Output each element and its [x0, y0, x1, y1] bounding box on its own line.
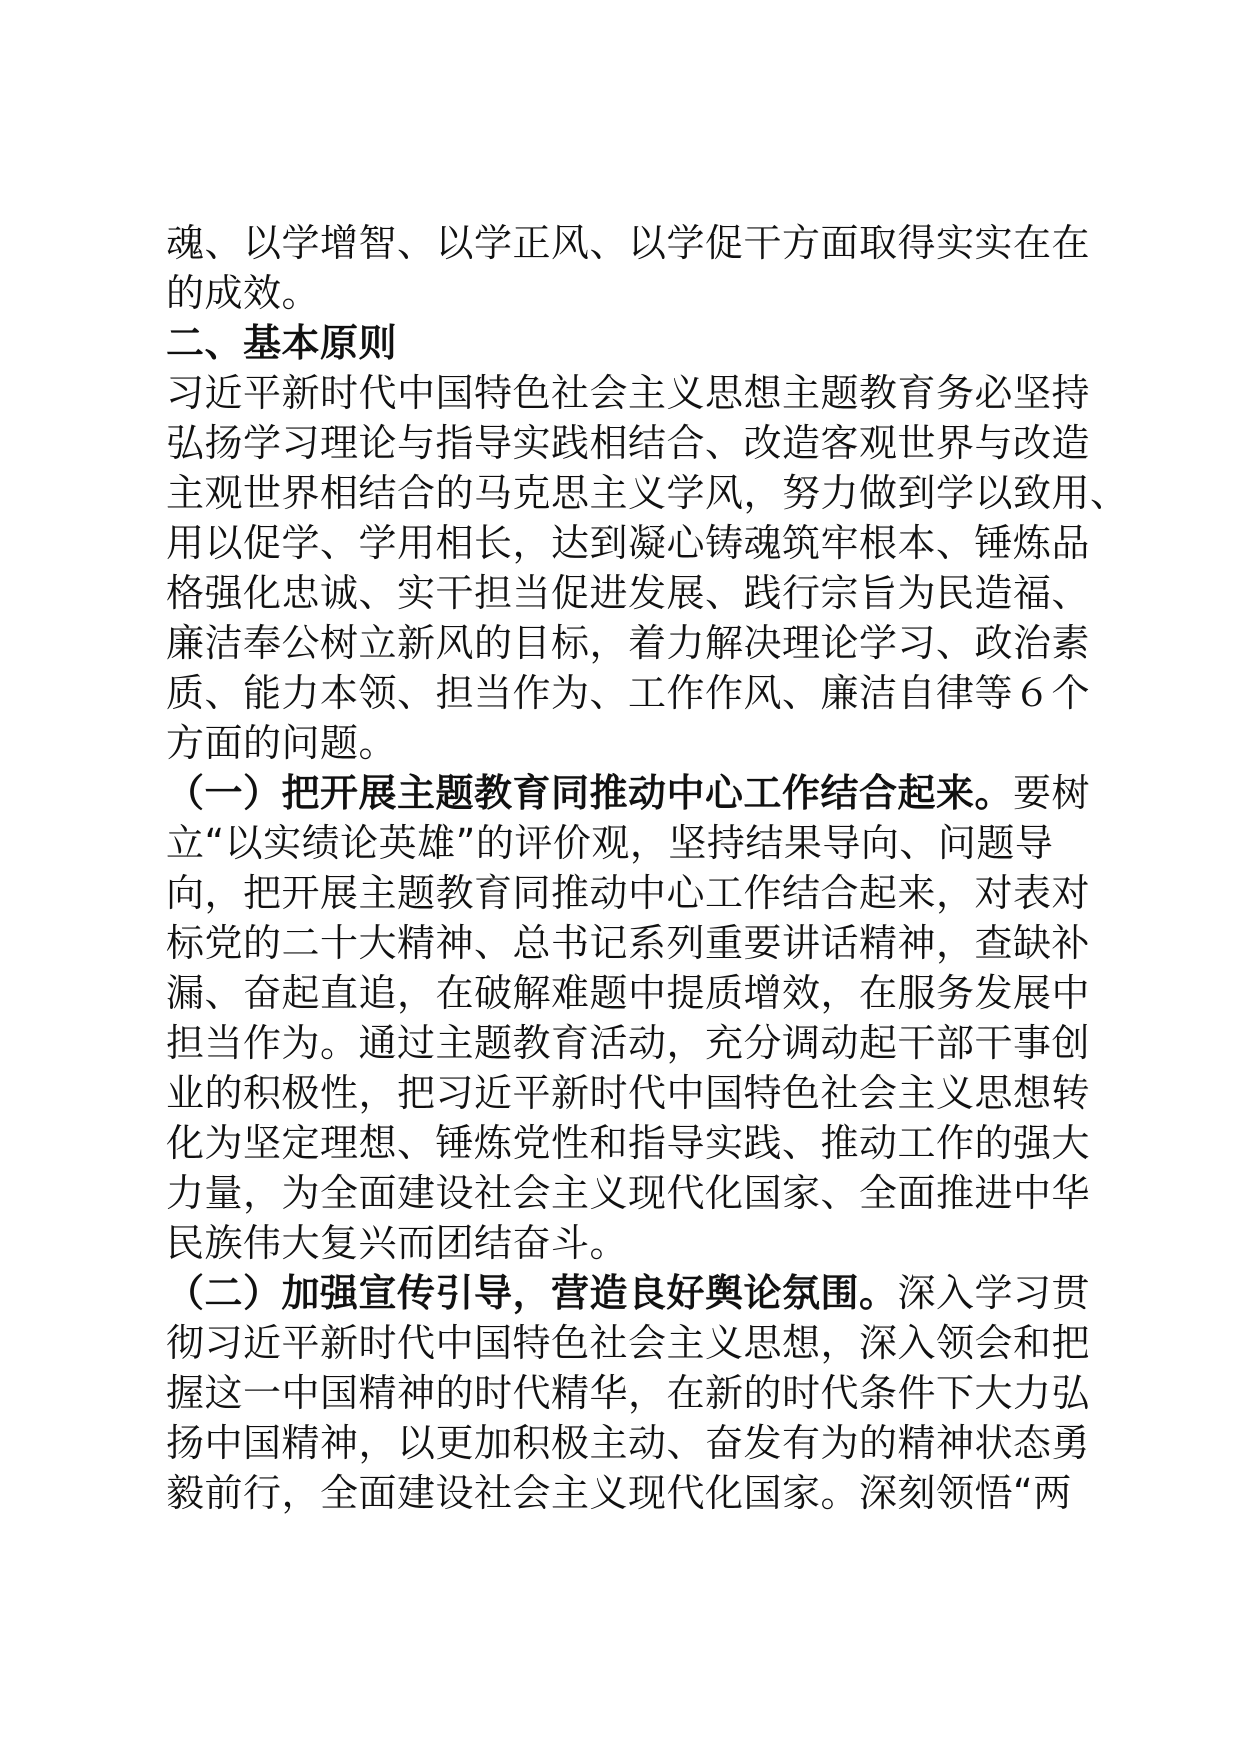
body-line: 方面的问题。	[166, 721, 398, 765]
body-line: 的成效。	[166, 271, 321, 315]
body-line: 主观世界相结合的马克思主义学风，努力做到学以致用、	[166, 471, 1129, 515]
body-line: 廉洁奉公树立新风的目标，着力解决理论学习、政治素	[166, 621, 1091, 665]
body-line: 力量，为全面建设社会主义现代化国家、全面推进中华	[166, 1171, 1091, 1215]
body-line: 民族伟大复兴而团结奋斗。	[166, 1221, 629, 1265]
subsection-heading: （二）加强宣传引导，营造良好舆论氛围。	[166, 1271, 898, 1315]
body-line: 彻习近平新时代中国特色社会主义思想，深入领会和把	[166, 1321, 1091, 1365]
body-line: 习近平新时代中国特色社会主义思想主题教育务必坚持	[166, 371, 1091, 415]
body-line: 漏、奋起直追，在破解难题中提质增效，在服务发展中	[166, 971, 1091, 1015]
body-line: 魂、以学增智、以学正风、以学促干方面取得实实在在	[166, 221, 1091, 265]
body-line: 向，把开展主题教育同推动中心工作结合起来，对表对	[166, 871, 1091, 915]
body-line: 用以促学、学用相长，达到凝心铸魂筑牢根本、锤炼品	[166, 521, 1091, 565]
body-line: 立“以实绩论英雄”的评价观，坚持结果导向、问题导	[166, 821, 1054, 865]
body-line: 担当作为。通过主题教育活动，充分调动起干部干事创	[166, 1021, 1091, 1065]
body-line: 业的积极性，把习近平新时代中国特色社会主义思想转	[166, 1071, 1091, 1115]
document-body	[166, 218, 1129, 1518]
body-line: 毅前行，全面建设社会主义现代化国家。深刻领悟“两	[166, 1471, 1072, 1515]
body-line: 握这一中国精神的时代精华，在新的时代条件下大力弘	[166, 1371, 1091, 1415]
section-heading: 二、基本原则	[166, 321, 398, 365]
subsection-line	[166, 768, 1096, 818]
subsection-heading: （一）把开展主题教育同推动中心工作结合起来。	[166, 771, 1014, 815]
body-line: 扬中国精神，以更加积极主动、奋发有为的精神状态勇	[166, 1421, 1091, 1465]
body-line: 质、能力本领、担当作为、工作作风、廉洁自律等６个	[166, 671, 1091, 715]
body-line: 化为坚定理想、锤炼党性和指导实践、推动工作的强大	[166, 1121, 1091, 1165]
subsection-text: 要树	[1013, 771, 1091, 815]
subsection-text: 深入学习贯	[897, 1271, 1091, 1315]
body-line: 格强化忠诚、实干担当促进发展、践行宗旨为民造福、	[166, 571, 1091, 615]
subsection-line	[166, 1268, 1096, 1318]
body-line: 标党的二十大精神、总书记系列重要讲话精神，查缺补	[166, 921, 1091, 965]
body-line: 弘扬学习理论与指导实践相结合、改造客观世界与改造	[166, 421, 1091, 465]
